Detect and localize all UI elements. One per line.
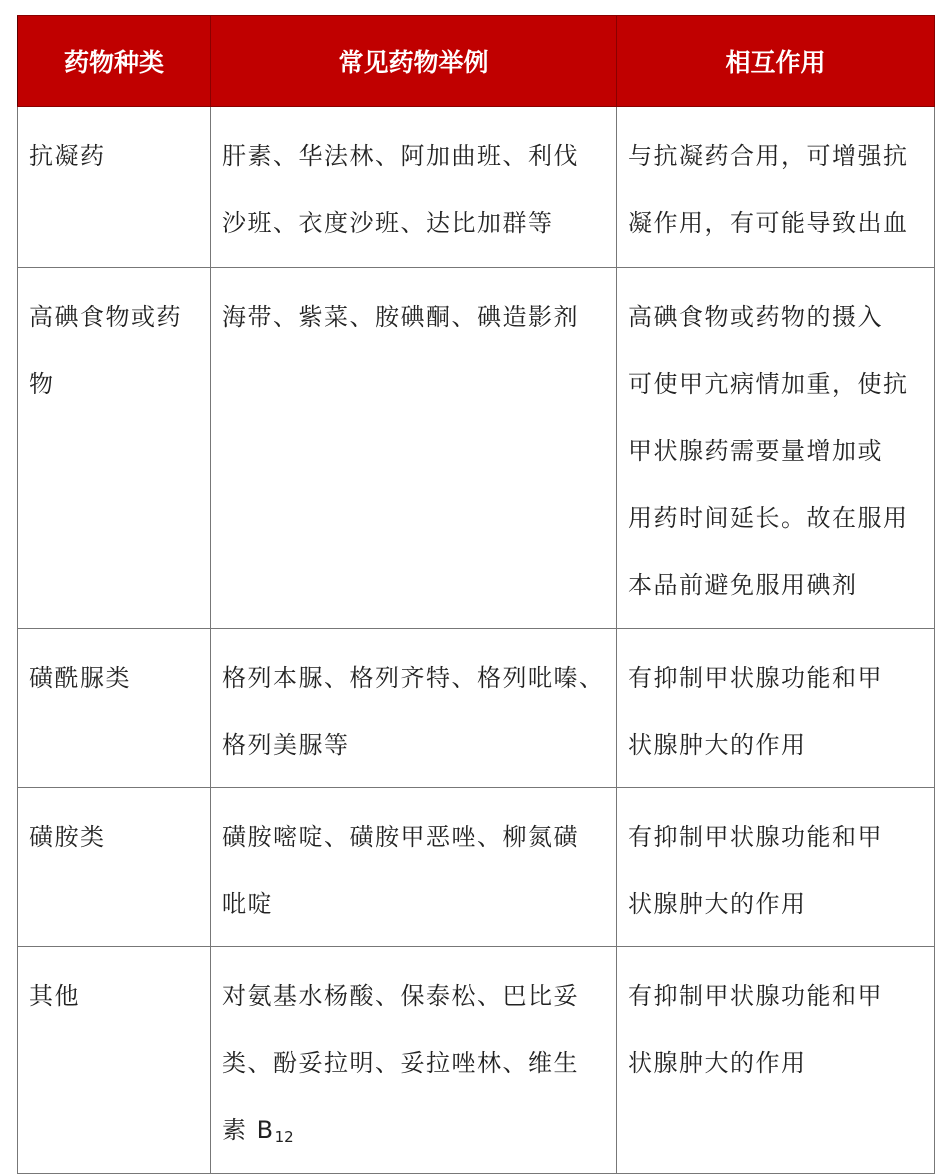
cell-line: 状腺肿大的作用 <box>628 731 807 759</box>
cell-line: 其他 <box>29 982 80 1010</box>
category-cell <box>18 788 211 947</box>
category-cell <box>18 629 211 788</box>
cell-line: 可使甲亢病情加重，使抗 <box>628 370 909 398</box>
cell-line: 有抑制甲状腺功能和甲 <box>628 982 883 1010</box>
cell-line: 抗凝药 <box>29 142 106 170</box>
cell-line: 磺酰脲类 <box>29 664 131 692</box>
table-row <box>18 947 935 1174</box>
table-row <box>18 268 935 629</box>
cell-line: 沙班、衣度沙班、达比加群等 <box>222 209 554 237</box>
cell-text: 素 B <box>222 1116 275 1144</box>
table-header-row <box>18 16 935 107</box>
cell-line: 物 <box>29 370 55 398</box>
cell-line: 有抑制甲状腺功能和甲 <box>628 823 883 851</box>
interaction-cell <box>617 947 935 1174</box>
cell-line: 甲状腺药需要量增加或 <box>628 437 883 465</box>
interaction-cell <box>617 788 935 947</box>
interaction-cell <box>617 268 935 629</box>
cell-line: 用药时间延长。故在服用 <box>628 504 909 532</box>
cell-line: 类、酚妥拉明、妥拉唑林、维生 <box>222 1049 579 1077</box>
table-row <box>18 788 935 947</box>
header-examples: 常见药物举例 <box>211 16 617 107</box>
cell-line: 吡啶 <box>222 890 273 918</box>
category-cell <box>18 107 211 268</box>
interaction-cell <box>617 629 935 788</box>
header-interaction: 相互作用 <box>617 16 935 107</box>
cell-line: 与抗凝药合用，可增强抗 <box>628 142 909 170</box>
header-category: 药物种类 <box>18 16 211 107</box>
cell-line: 格列本脲、格列齐特、格列吡嗪、 <box>222 664 605 692</box>
subscript: 12 <box>274 1128 294 1146</box>
cell-line: 状腺肿大的作用 <box>628 890 807 918</box>
interaction-cell <box>617 107 935 268</box>
examples-cell <box>211 107 617 268</box>
cell-line: 磺胺嘧啶、磺胺甲恶唑、柳氮磺 <box>222 823 579 851</box>
drug-interaction-table <box>17 15 935 1174</box>
examples-cell <box>211 947 617 1174</box>
cell-line: 海带、紫菜、胺碘酮、碘造影剂 <box>222 303 579 331</box>
cell-line: 凝作用，有可能导致出血 <box>628 209 909 237</box>
category-cell <box>18 947 211 1174</box>
examples-cell <box>211 788 617 947</box>
cell-line <box>222 1097 616 1171</box>
cell-line: 对氨基水杨酸、保泰松、巴比妥 <box>222 982 579 1010</box>
examples-cell <box>211 629 617 788</box>
table-row <box>18 629 935 788</box>
cell-line: 高碘食物或药物的摄入 <box>628 303 883 331</box>
table-row <box>18 107 935 268</box>
category-cell <box>18 268 211 629</box>
cell-line: 有抑制甲状腺功能和甲 <box>628 664 883 692</box>
cell-line: 高碘食物或药 <box>29 303 182 331</box>
examples-cell <box>211 268 617 629</box>
cell-line: 格列美脲等 <box>222 731 350 759</box>
cell-line: 磺胺类 <box>29 823 106 851</box>
cell-line: 状腺肿大的作用 <box>628 1049 807 1077</box>
cell-line: 肝素、华法林、阿加曲班、利伐 <box>222 142 579 170</box>
cell-line: 本品前避免服用碘剂 <box>628 571 858 599</box>
